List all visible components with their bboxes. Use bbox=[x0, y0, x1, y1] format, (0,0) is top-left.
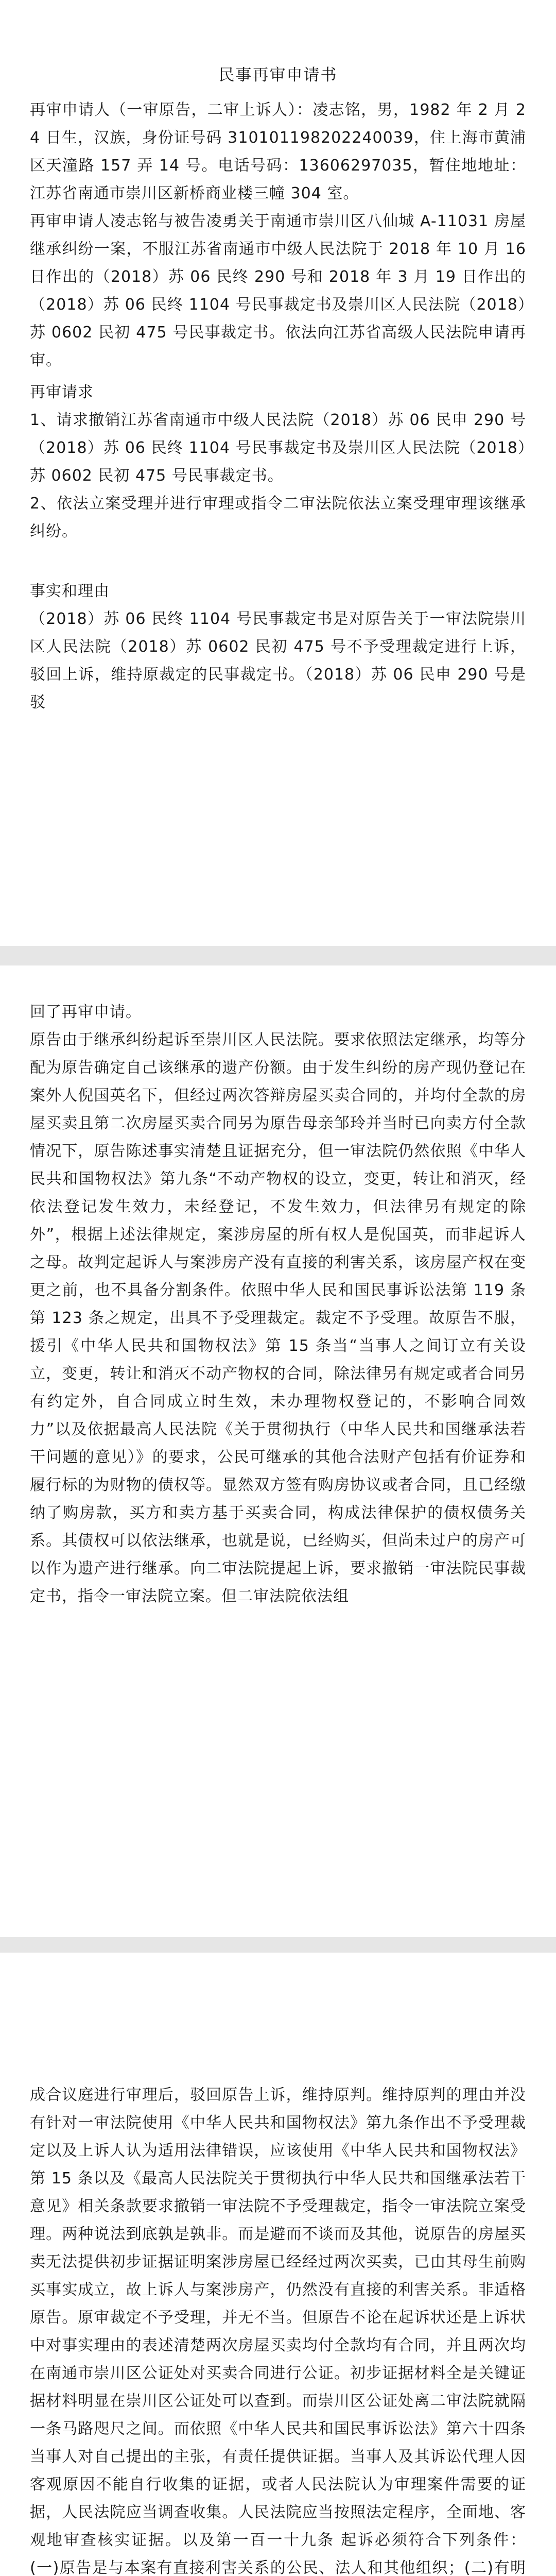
request-item-1: 1、请求撤销江苏省南通市中级人民法院（2018）苏 06 民申 290 号（2018）苏 06 民终 1104 号民事裁定书及崇川区人民法院（2018）苏 0602 民初 475 号民事裁定书。 bbox=[30, 411, 526, 485]
case-background: 再审申请人凌志铭与被告凌勇关于南通市崇川区八仙城 A-11031 房屋继承纠纷一案，不服江苏省南通市中级人民法院于 2018 年 10 月 16 日作出的（2018）苏 06 民终 290 号和 2018 年 3 月 19 日作出的（2018）苏 06 民终 1104 号民事裁定书及崇川区人民法院（2018）苏 0602 民初 475 号民事裁定书。依法向江苏省高级人民法院申请再审。 bbox=[30, 212, 526, 369]
facts-heading: 事实和理由 bbox=[30, 582, 110, 600]
facts-paragraph-start: （2018）苏 06 民终 1104 号民事裁定书是对原告关于一审法院崇川区人民法院（2018）苏 0602 民初 475 号不予受理裁定进行上诉，驳回上诉，维持原裁定的民事裁定书。（2018）苏 06 民申 290 号是驳 bbox=[30, 610, 526, 711]
facts-continuation: 回了再审申请。 bbox=[30, 1003, 142, 1021]
document-title: 民事再审申请书 bbox=[218, 66, 338, 84]
requests-heading: 再审请求 bbox=[30, 383, 94, 401]
document-page-3 bbox=[0, 1953, 556, 2576]
applicant-info: 再审申请人（一审原告，二审上诉人）：凌志铭，男，1982 年 2 月 24 日生，汉族，身份证号码 310101198202240039，住上海市黄浦区天潼路 157 弄 14 号。电话号码：13606297035，暂住地地址：江苏省南通市崇川区新桥商业楼三幢 304 室。 bbox=[30, 101, 526, 202]
facts-paragraph: 成合议庭进行审理后，驳回原告上诉，维持原判。维持原判的理由并没有针对一审法院使用《中华人民共和国物权法》第九条作出不予受理裁定以及上诉人认为适用法律错误，应该使用《中华人民共和国物权法》第 15 条以及《最高人民法院关于贯彻执行中华人民共和国继承法若干意见》相关条款要求撤销一审法院不予受理裁定，指令一审法院立案受理。两种说法到底孰是孰非。而是避而不谈而及其他，说原告的房屋买卖无法提供初步证据证明案涉房屋已经经过两次买卖，已由其母生前购买事实成立，故上诉人与案涉房产，仍然没有直接的利害关系。非适格原告。原审裁定不予受理，并无不当。但原告不论在起诉状还是上诉状中对事实理由的表述清楚两次房屋买卖均付全款均有合同，并且两次均在南通市崇川区公证处对买卖合同进行公证。初步证据材料全是关键证据材料明显在崇川区公证处可以查到。而崇川区公证处离二审法院就隔一条马路咫尺之间。而依照《中华人民共和国民事诉讼法》第六十四条 当事人对自己提出的主张，有责任提供证据。当事人及其诉讼代理人因客观原因不能自行收集的证据，或者人民法院认为审理案件需要的证据，人民法院应当调查收集。人民法院应当按照法定程序，全面地、客观地审查核实证据。以及第一百一十九条 起诉必须符合下列条件：(一)原告是与本案有直接利害关系的公民、法人和其他组织；(二)有明 bbox=[30, 2086, 526, 2576]
document-page-1 bbox=[0, 0, 556, 946]
request-item-2: 2、依法立案受理并进行审理或指令二审法院依法立案受理审理该继承纠纷。 bbox=[30, 495, 526, 540]
document-page-2 bbox=[0, 965, 556, 1937]
facts-paragraph: 原告由于继承纠纷起诉至崇川区人民法院。要求依照法定继承，均等分配为原告确定自己该继承的遗产份额。由于发生纠纷的房产现仍登记在案外人倪国英名下，但经过两次答辩房屋买卖合同的，并均付全款的房屋买卖且第二次房屋买卖合同另为原告母亲邹玲并当时已向卖方付全款情况下，原告陈述事实清楚且证据充分，但一审法院仍然依照《中华人民共和国物权法》第九条“不动产物权的设立，变更，转让和消灭，经依法登记发生效力，未经登记，不发生效力，但法律另有规定的除外”，根据上述法律规定，案涉房屋的所有权人是倪国英，而非起诉人之母。故判定起诉人与案涉房产没有直接的利害关系，该房屋产权在变更之前，也不具备分割条件。依照中华人民和国民事诉讼法第 119 条第 123 条之规定，出具不予受理裁定。裁定不予受理。故原告不服，援引《中华人民共和国物权法》第 15 条当“当事人之间订立有关设立，变更，转让和消灭不动产物权的合同，除法律另有规定或者合同另有约定外，自合同成立时生效，未办理物权登记的，不影响合同效力”以及依据最高人民法院《关于贯彻执行（中华人民共和国继承法若干问题的意见）》的要求，公民可继承的其他合法财产包括有价证券和履行标的为财物的债权等。显然双方签有购房协议或者合同，且已经缴纳了购房款，买方和卖方基于买卖合同，构成法律保护的债权债务关系。其债权可以依法继承，也就是说，已经购买，但尚未过户的房产可以作为遗产进行继承。向二审法院提起上诉，要求撤销一审法院民事裁定书，指令一审法院立案。但二审法院依法组 bbox=[30, 1031, 526, 1605]
